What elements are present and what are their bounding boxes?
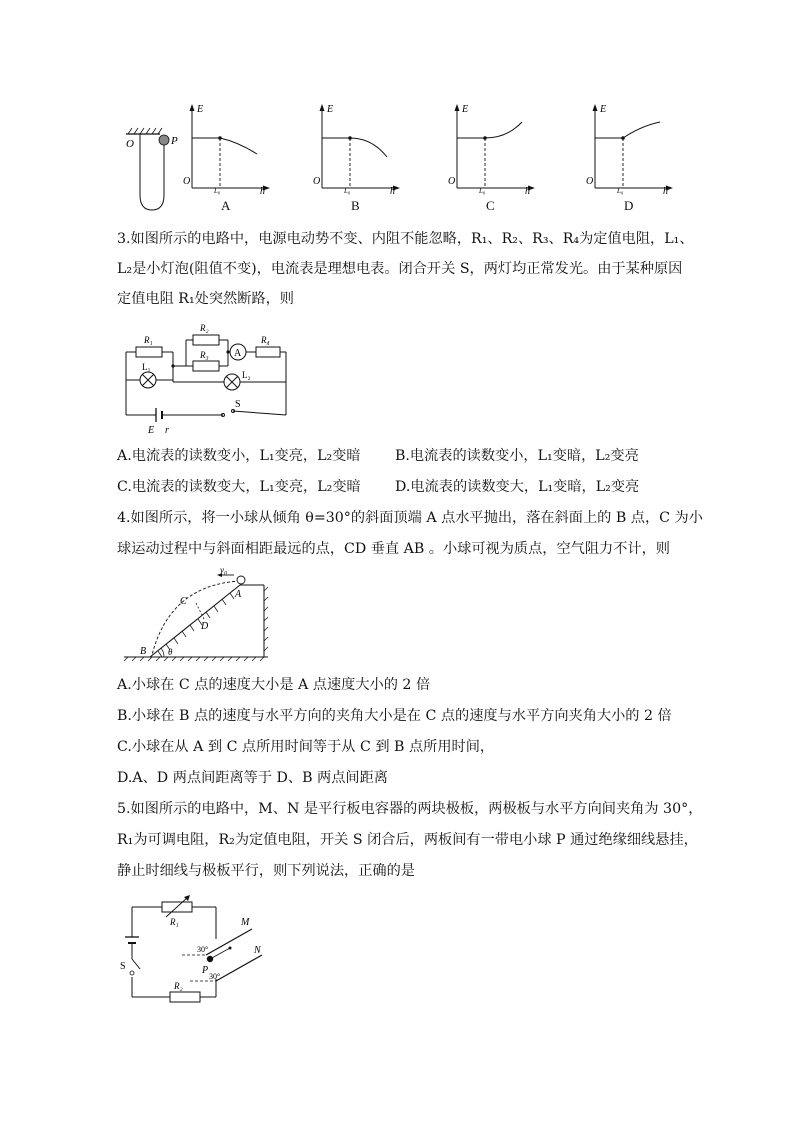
graph-d-x-label: h <box>663 186 668 195</box>
graph-b-y-label: E <box>327 104 334 115</box>
graph-a-y-label: E <box>197 104 204 115</box>
graph-d-y-label: E <box>600 104 607 115</box>
circuit-r4-label: R₄ <box>261 335 270 345</box>
graph-b-origin: O <box>313 176 321 187</box>
q3-option-b[interactable]: B.电流表的读数变小，L₁变暗，L₂变亮 <box>395 448 639 464</box>
graph-d-origin: O <box>586 176 594 187</box>
circuit-l2-label: L₂ <box>242 370 251 380</box>
circuit-ammeter-label: A <box>234 348 242 359</box>
q3-option-a[interactable]: A.电流表的读数变小，L₁变亮，L₂变暗 <box>117 448 361 464</box>
q2-graph-c <box>445 100 540 195</box>
circuit-emf-label: E <box>148 425 155 436</box>
fig5-r2-label: R₂ <box>174 981 183 991</box>
q3-circuit-diagram <box>118 318 293 436</box>
q3-stem-line-2: L₂是小灯泡(阻值不变)，电流表是理想电表。闭合开关 S，两灯均正常发光。由于某种原因 <box>117 261 683 277</box>
q5-stem-line-3: 静止时细线与极板平行，则下列说法，正确的是 <box>117 863 415 879</box>
q2-graph-d <box>583 100 678 195</box>
q3-option-c[interactable]: C.电流表的读数变大，L₁变亮，L₂变暗 <box>117 479 361 495</box>
graph-label-d: D <box>624 198 634 213</box>
circuit-r-label: r <box>165 425 169 436</box>
circuit-switch-label: S <box>235 399 241 410</box>
pendulum-ball-label: P <box>171 135 178 147</box>
fig4-v0-label: v₀ <box>220 565 228 575</box>
fig5-angle-top: 30° <box>197 945 209 954</box>
fig5-m-label: M <box>241 917 250 928</box>
fig4-theta-label: θ <box>168 647 173 657</box>
q4-option-b[interactable]: B.小球在 B 点的速度与水平方向的夹角大小是在 C 点的速度与水平方向夹角大小的 2 倍 <box>117 708 672 724</box>
q3-stem-line-1: 3.如图所示的电路中，电源电动势不变、内阻不能忽略，R₁、R₂、R₃、R₄为定值电阻，L₁、 <box>117 231 694 247</box>
q4-option-a[interactable]: A.小球在 C 点的速度大小是 A 点速度大小的 2 倍 <box>117 677 431 693</box>
graph-c-x-label: h <box>525 186 530 195</box>
fig4-c-label: C <box>180 596 187 607</box>
graph-a-x-label: h <box>260 186 265 195</box>
graph-c-origin: O <box>448 176 456 187</box>
q4-projectile-figure <box>118 565 278 665</box>
graph-c-tick: L₀ <box>479 187 486 195</box>
fig5-angle-bottom: 30° <box>209 972 221 981</box>
q3-stem-line-3: 定值电阻 R₁处突然断路，则 <box>117 291 294 307</box>
q4-option-d[interactable]: D.A、D 两点间距离等于 D、B 两点间距离 <box>117 770 388 786</box>
q4-stem-line-2: 球运动过程中与斜面相距最远的点，CD 垂直 AB 。小球可视为质点，空气阻力不计，则 <box>117 541 670 557</box>
graph-a-origin: O <box>183 176 191 187</box>
fig4-a-label: A <box>235 589 242 600</box>
circuit-r3-label: R₃ <box>200 350 209 360</box>
graph-b-tick: L₀ <box>344 187 351 195</box>
graph-label-c: C <box>486 198 495 213</box>
circuit-l1-label: L₁ <box>142 362 151 372</box>
graph-label-a: A <box>221 198 231 213</box>
pendulum-pivot-label: O <box>126 138 134 150</box>
graph-c-y-label: E <box>462 104 469 115</box>
graph-b-x-label: h <box>390 186 395 195</box>
q2-pendulum-figure <box>118 120 191 215</box>
fig5-n-label: N <box>254 945 261 956</box>
graph-d-tick: L₀ <box>617 187 624 195</box>
fig5-p-label: P <box>202 965 209 976</box>
fig5-r1-label: R₁ <box>170 917 179 927</box>
graph-a-tick: L₀ <box>214 187 221 195</box>
q4-stem-line-1: 4.如图所示，将一小球从倾角 θ=30°的斜面顶端 A 点水平抛出，落在斜面上的 B 点，C 为小 <box>117 510 703 526</box>
fig4-b-label: B <box>140 646 147 657</box>
q2-graph-a <box>180 100 275 195</box>
circuit-r2-label: R₂ <box>200 323 209 333</box>
graph-label-b: B <box>351 198 360 213</box>
circuit-r1-label: R₁ <box>144 335 153 345</box>
q2-graph-b <box>310 100 405 195</box>
fig5-switch-label: S <box>120 961 126 972</box>
q5-stem-line-1: 5.如图所示的电路中，M、N 是平行板电容器的两块极板，两极板与水平方向间夹角为 30°， <box>117 801 703 817</box>
q3-option-d[interactable]: D.电流表的读数变大，L₁变暗，L₂变亮 <box>395 479 640 495</box>
q5-capacitor-circuit <box>118 893 273 1005</box>
q4-option-c[interactable]: C.小球在从 A 到 C 点所用时间等于从 C 到 B 点所用时间， <box>117 739 495 755</box>
fig4-d-label: D <box>201 621 209 632</box>
q5-stem-line-2: R₁为可调电阻，R₂为定值电阻，开关 S 闭合后，两板间有一带电小球 P 通过绝缘细线悬挂， <box>117 832 698 848</box>
